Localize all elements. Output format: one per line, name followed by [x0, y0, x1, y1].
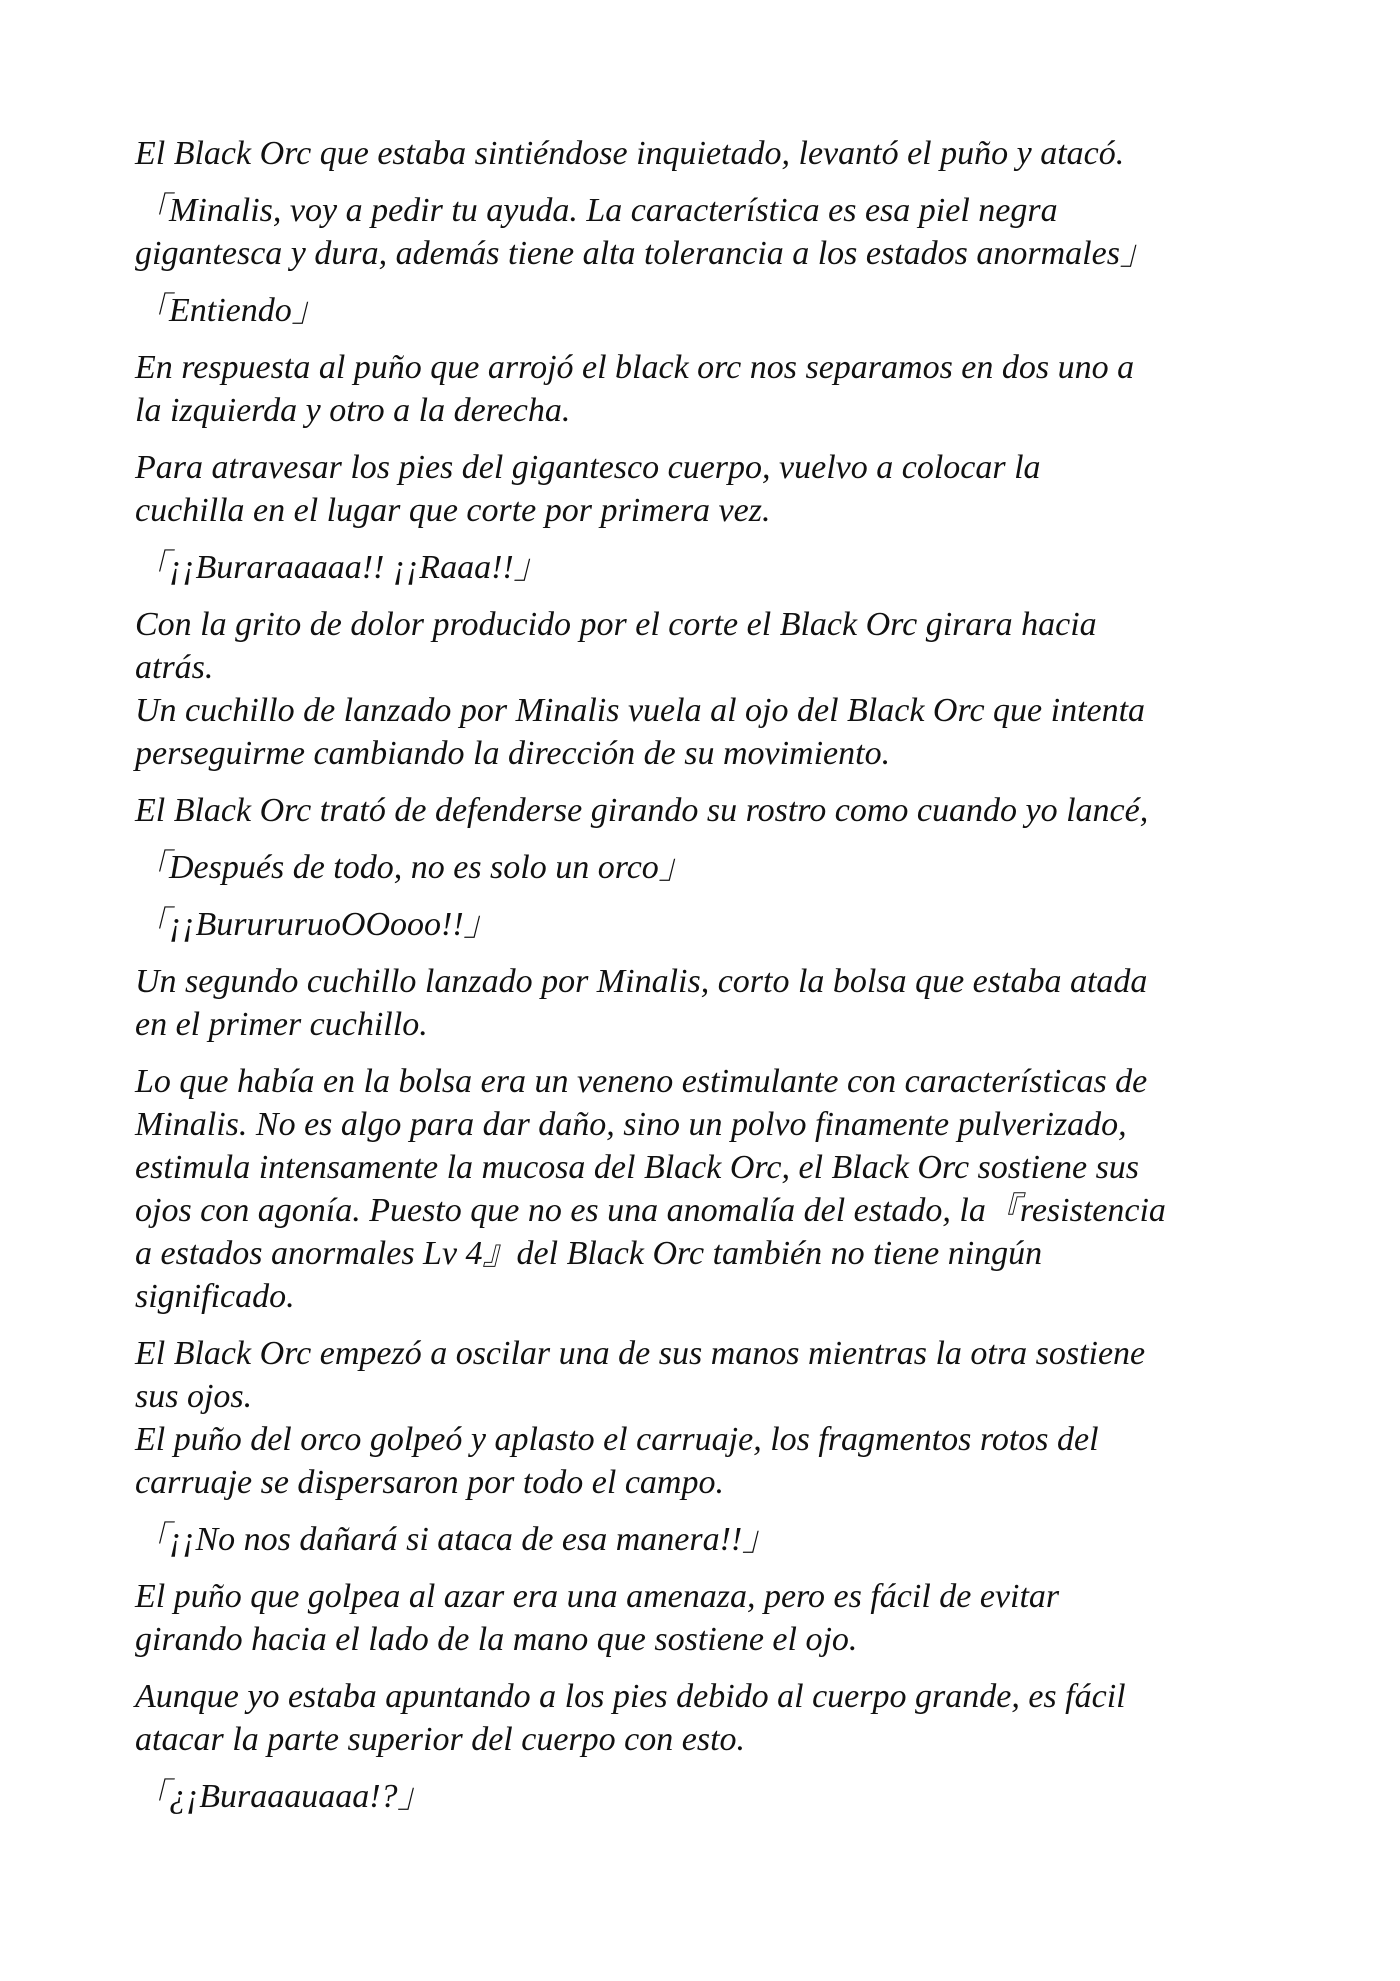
paragraph-line: cuchilla en el lugar que corte por primera vez. [135, 492, 771, 529]
paragraph-line: Con la grito de dolor producido por el corte el Black Orc girara hacia [135, 606, 1097, 643]
paragraph-line: sus ojos. [135, 1378, 253, 1415]
paragraph-line: 「Minalis, voy a pedir tu ayuda. La característica es esa piel negra [135, 192, 1058, 229]
paragraph [135, 132, 1275, 175]
paragraph-line: significado. [135, 1278, 295, 1315]
paragraph [135, 689, 1275, 775]
paragraph-line: gigantesca y dura, además tiene alta tolerancia a los estados anormales」 [135, 235, 1154, 272]
paragraph-line: 「¡¡No nos dañará si ataca de esa manera!!」 [135, 1521, 777, 1558]
document-body [135, 132, 1275, 1818]
dialogue-paragraph [135, 903, 1275, 946]
paragraph-line: En respuesta al puño que arrojó el black orc nos separamos en dos uno a [135, 349, 1135, 386]
paragraph [135, 1060, 1275, 1318]
paragraph [135, 446, 1275, 532]
paragraph [135, 1575, 1275, 1661]
paragraph-line: la izquierda y otro a la derecha. [135, 392, 571, 429]
paragraph-line: atrás. [135, 649, 214, 686]
dialogue-paragraph [135, 846, 1275, 889]
paragraph [135, 1418, 1275, 1504]
paragraph [135, 346, 1275, 432]
dialogue-paragraph [135, 546, 1275, 589]
paragraph [135, 603, 1275, 689]
paragraph-line: El Black Orc que estaba sintiéndose inquietado, levantó el puño y atacó. [135, 135, 1125, 172]
paragraph-line: girando hacia el lado de la mano que sostiene el ojo. [135, 1621, 858, 1658]
paragraph-line: El puño del orco golpeó y aplasto el carruaje, los fragmentos rotos del [135, 1421, 1099, 1458]
paragraph-line: en el primer cuchillo. [135, 1006, 428, 1043]
paragraph-line: estimula intensamente la mucosa del Black Orc, el Black Orc sostiene sus [135, 1149, 1140, 1186]
paragraph-line: Lo que había en la bolsa era un veneno estimulante con características de [135, 1063, 1148, 1100]
paragraph-line: ojos con agonía. Puesto que no es una anomalía del estado, la『resistencia [135, 1192, 1166, 1229]
paragraph-line: Un cuchillo de lanzado por Minalis vuela al ojo del Black Orc que intenta [135, 692, 1146, 729]
dialogue-paragraph [135, 189, 1275, 275]
paragraph-line: 「¿¡Buraaauaaa!?」 [135, 1778, 432, 1815]
paragraph [135, 789, 1275, 832]
paragraph-line: 「¡¡BurururuoOOooo!!」 [135, 906, 498, 943]
paragraph-line: Un segundo cuchillo lanzado por Minalis, corto la bolsa que estaba atada [135, 963, 1148, 1000]
dialogue-paragraph [135, 1775, 1275, 1818]
paragraph-line: Para atravesar los pies del gigantesco cuerpo, vuelvo a colocar la [135, 449, 1041, 486]
paragraph [135, 1332, 1275, 1418]
paragraph-line: El puño que golpea al azar era una amenaza, pero es fácil de evitar [135, 1578, 1060, 1615]
paragraph-line: Aunque yo estaba apuntando a los pies debido al cuerpo grande, es fácil [135, 1678, 1126, 1715]
paragraph-line: El Black Orc empezó a oscilar una de sus manos mientras la otra sostiene [135, 1335, 1146, 1372]
dialogue-paragraph [135, 1518, 1275, 1561]
paragraph-line: Minalis. No es algo para dar daño, sino un polvo finamente pulverizado, [135, 1106, 1127, 1143]
paragraph [135, 960, 1275, 1046]
paragraph-line: 「¡¡Buraraaaaa!! ¡¡Raaa!!」 [135, 549, 548, 586]
paragraph-line: 「Entiendo」 [135, 292, 326, 329]
paragraph-line: El Black Orc trató de defenderse girando su rostro como cuando yo lancé, [135, 792, 1149, 829]
paragraph [135, 1675, 1275, 1761]
dialogue-paragraph [135, 289, 1275, 332]
paragraph-line: a estados anormales Lv 4』del Black Orc también no tiene ningún [135, 1235, 1043, 1272]
paragraph-line: carruaje se dispersaron por todo el campo. [135, 1464, 724, 1501]
paragraph-line: perseguirme cambiando la dirección de su movimiento. [135, 735, 891, 772]
paragraph-line: atacar la parte superior del cuerpo con esto. [135, 1721, 746, 1758]
paragraph-line: 「Después de todo, no es solo un orco」 [135, 849, 693, 886]
